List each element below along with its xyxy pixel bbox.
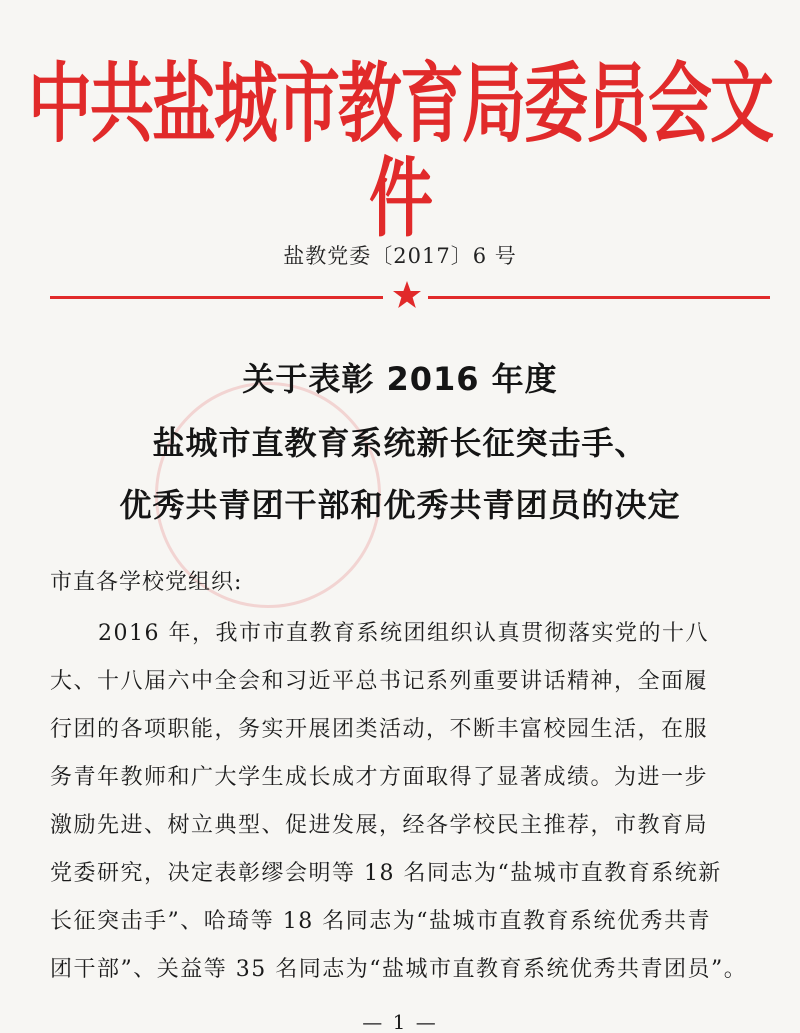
- body-line: 党委研究，决定表彰缪会明等 18 名同志为“盐城市直教育系统新: [50, 861, 722, 886]
- decision-title-line-1: 关于表彰 2016 年度: [242, 360, 558, 398]
- red-separator-left: [50, 296, 383, 299]
- body-line: 团干部”、关益等 35 名同志为“盐城市直教育系统优秀共青团员”。: [50, 957, 748, 982]
- page-number: — 1 —: [362, 1010, 438, 1033]
- red-separator-right: [428, 296, 770, 299]
- body-line: 2016 年，我市市直教育系统团组织认真贯彻落实党的十八: [98, 621, 709, 646]
- body-line: 行团的各项职能，务实开展团类活动，不断丰富校园生活，在服: [50, 717, 709, 742]
- body-line: 长征突击手”、哈琦等 18 名同志为“盐城市直教育系统优秀共青: [50, 909, 711, 934]
- decision-title-line-2: 盐城市直教育系统新长征突击手、: [152, 424, 648, 462]
- decision-title-line-3: 优秀共青团干部和优秀共青团员的决定: [119, 486, 681, 524]
- body-line: 激励先进、树立典型、促进发展，经各学校民主推荐，市教育局: [50, 813, 709, 838]
- document-number: 盐教党委〔2017〕6 号: [283, 244, 517, 268]
- body-line: 务青年教师和广大学生成长成才方面取得了显著成绩。为进一步: [50, 765, 709, 790]
- red-star-icon: [391, 279, 423, 311]
- salutation: 市直各学校党组织:: [50, 570, 243, 595]
- document-header-title: 中共盐城市教育局委员会文件: [28, 55, 772, 251]
- body-line: 大、十八届六中全会和习近平总书记系列重要讲话精神，全面履: [50, 669, 709, 694]
